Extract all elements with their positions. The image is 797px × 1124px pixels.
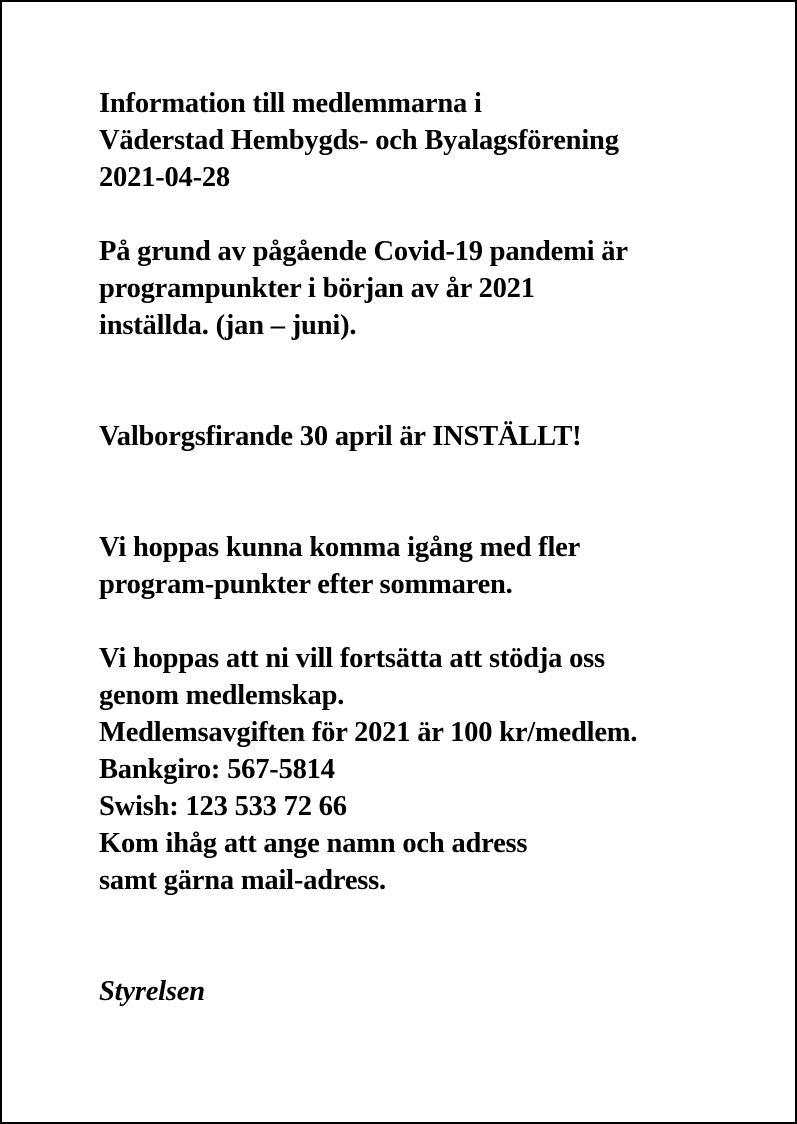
membership-line-1: Vi hoppas att ni vill fortsätta att stödja oss — [99, 643, 605, 674]
swish-number: Swish: 123 533 72 66 — [99, 791, 347, 822]
reminder-line-2: samt gärna mail-adress. — [99, 865, 386, 896]
covid-notice-line-2: programpunkter i början av år 2021 — [99, 273, 535, 304]
spacer — [99, 455, 759, 529]
header-line-1: Information till medlemmarna i — [99, 88, 482, 119]
bankgiro-number: Bankgiro: 567-5814 — [99, 754, 335, 785]
valborg-block — [99, 418, 759, 455]
spacer — [99, 196, 759, 233]
reminder-line-1: Kom ihåg att ange namn och adress — [99, 828, 528, 859]
spacer — [99, 603, 759, 640]
header-date: 2021-04-28 — [99, 162, 230, 193]
membership-line-2: genom medlemskap. — [99, 680, 345, 711]
membership-fee: Medlemsavgiften för 2021 är 100 kr/medlem. — [99, 717, 638, 748]
spacer — [99, 899, 759, 973]
future-line-1: Vi hoppas kunna komma igång med fler — [99, 532, 581, 563]
valborg-notice: Valborgsfirande 30 april är INSTÄLLT! — [99, 421, 582, 452]
future-block — [99, 529, 759, 603]
header-line-2: Väderstad Hembygds- och Byalagsförening — [99, 125, 619, 156]
covid-notice-line-3: inställda. (jan – juni). — [99, 310, 357, 341]
covid-notice-block — [99, 233, 759, 344]
signature: Styrelsen — [99, 976, 205, 1007]
spacer — [99, 344, 759, 418]
document-body — [99, 85, 759, 1010]
header-block — [99, 85, 759, 196]
future-line-2: program-punkter efter sommaren. — [99, 569, 513, 600]
membership-block — [99, 640, 759, 899]
covid-notice-line-1: På grund av pågående Covid-19 pandemi är — [99, 236, 628, 267]
